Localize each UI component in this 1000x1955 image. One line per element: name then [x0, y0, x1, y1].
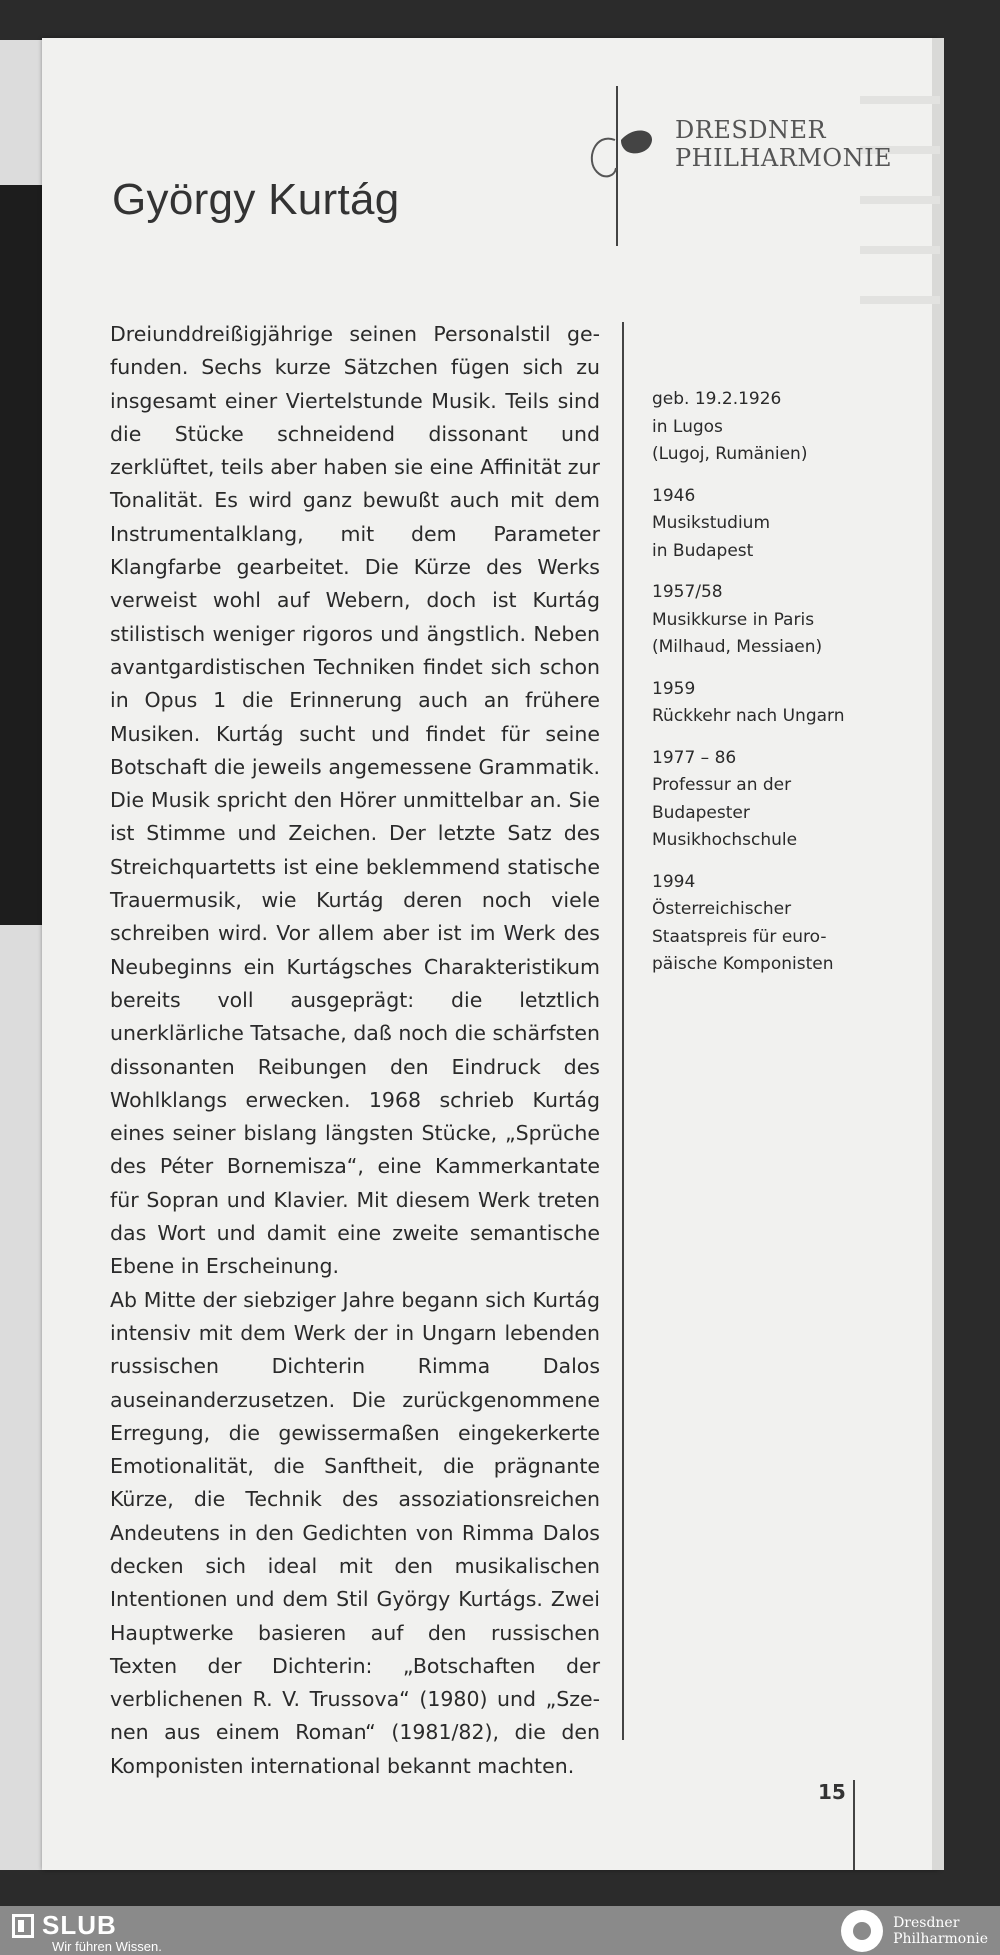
partner-line-1: Dresdner: [893, 1915, 960, 1931]
timeline-text: Österreichischer Staatspreis für euro- päische Komponisten: [652, 899, 834, 974]
timeline-year: 1957/58: [652, 582, 723, 602]
dresdner-philharmonie-logo: [585, 80, 915, 250]
logo-wordmark: [675, 116, 892, 172]
page-title: György Kurtág: [112, 175, 400, 224]
body-paragraph-1: Dreiunddreißigjährige seinen Personalstil gefunden. Sechs kurze Sätzchen fügen sich zu insgesamt einer Viertelstunde Musik. Teils sind die Stücke schneidend dissonant und zerklüftet, teils aber haben sie eine Affinität zur Tonalität. Es wird ganz bewußt auch mit dem Instrumentalklang, mit dem Parameter Klangfarbe gearbeitet. Die Kürze des Werks verweist wohl auf Webern, doch ist Kurtág stilistisch weniger rigoros und ängstlich. Neben avantgardistischen Techniken findet sich schon in Opus 1 die Erinnerung auch an frühere Musiken. Kurtág sucht und findet für seine Botschaft die jeweils angemessene Grammatik. Die Musik spricht den Hörer unmittelbar an. Sie ist Stimme und Zeichen. Der letzte Satz des Streichquartetts ist eine beklemmend statische Trauermusik, wie Kurtág deren noch viele schreiben wird. Vor allem aber ist im Werk des Neubeginns ein Kurtágsches Charakteristikum bereits voll ausgeprägt: die letztlich unerklärliche Tatsache, daß noch die schärfsten dissonanten Reibungen den Eindruck des Wohlklangs erwecken. 1968 schrieb Kurtág eines seiner bislang längsten Stücke, „Sprüche des Péter Bornemisza“, eine Kammerkantate für Sopran und Klavier. Mit diesem Werk treten das Wort und damit eine zweite semantische Ebene in Erscheinung.: [110, 322, 600, 1279]
timeline-text: Rückkehr nach Ungarn: [652, 706, 845, 726]
partner-line-2: Philharmonie: [893, 1931, 988, 1947]
timeline-year: 1977 – 86: [652, 747, 737, 768]
logo-line-2: PHILHARMONIE: [675, 144, 893, 172]
timeline-year: 1946: [652, 485, 696, 506]
timeline-year: 1959: [652, 678, 696, 699]
page-number-rule: [853, 1780, 855, 1870]
slub-tagline: Wir führen Wissen.: [52, 1939, 162, 1954]
timeline-text: Musikstudium in Budapest: [652, 513, 771, 561]
timeline-entry: [652, 745, 872, 855]
bleed-through-mark: [860, 296, 940, 304]
timeline-entry: [652, 676, 872, 731]
logo-line-1: DRESDNER: [675, 116, 827, 144]
logo-mark-icon: [585, 80, 675, 250]
timeline-year: 1994: [652, 871, 696, 892]
timeline-text: in Lugos (Lugoj, Rumänien): [652, 416, 808, 464]
body-text: [110, 318, 600, 1783]
body-paragraph-2: Ab Mitte der siebziger Jahre begann sich Kurtág intensiv mit dem Werk der in Ungarn lebenden russischen Dichterin Rimma Dalos auseinanderzusetzen. Die zurückgenommene Erregung, die gewissermaßen eingekerkerte Emotionalität, die Sanftheit, die prägnante Kürze, die Technik des assoziationsreichen Andeutens in den Gedichten von Rimma Dalos decken sich ideal mit den musikalischen Intentionen und dem Stil György Kurtágs. Zwei Hauptwerke basieren auf den russischen Texten der Dichterin: „Botschaften der verblichenen R. V. Trussova“ (1980) und „Szenen aus einem Roman“ (1981/82), die den Komponisten international bekannt machten.: [110, 1287, 600, 1778]
page-edge-right: [932, 38, 944, 1870]
timeline-year: geb. 19.2.1926: [652, 389, 782, 409]
partner-logo[interactable]: [841, 1910, 988, 1952]
slub-name: SLUB: [42, 1910, 117, 1940]
page-number: 15: [818, 1780, 846, 1804]
slub-logo[interactable]: [12, 1910, 162, 1954]
viewer-footer-bar: [0, 1906, 1000, 1955]
philharmonie-emblem-icon: [841, 1910, 883, 1952]
timeline-entry: [652, 386, 872, 469]
timeline-entry: [652, 869, 872, 979]
timeline-text: Musikkurse in Paris (Milhaud, Messiaen): [652, 609, 823, 657]
biography-timeline: [652, 386, 872, 993]
timeline-entry: [652, 483, 872, 566]
column-divider: [622, 322, 624, 1740]
timeline-entry: [652, 579, 872, 662]
slub-icon: [12, 1914, 34, 1938]
timeline-text: Professur an der Budapester Musikhochschule: [652, 775, 798, 850]
